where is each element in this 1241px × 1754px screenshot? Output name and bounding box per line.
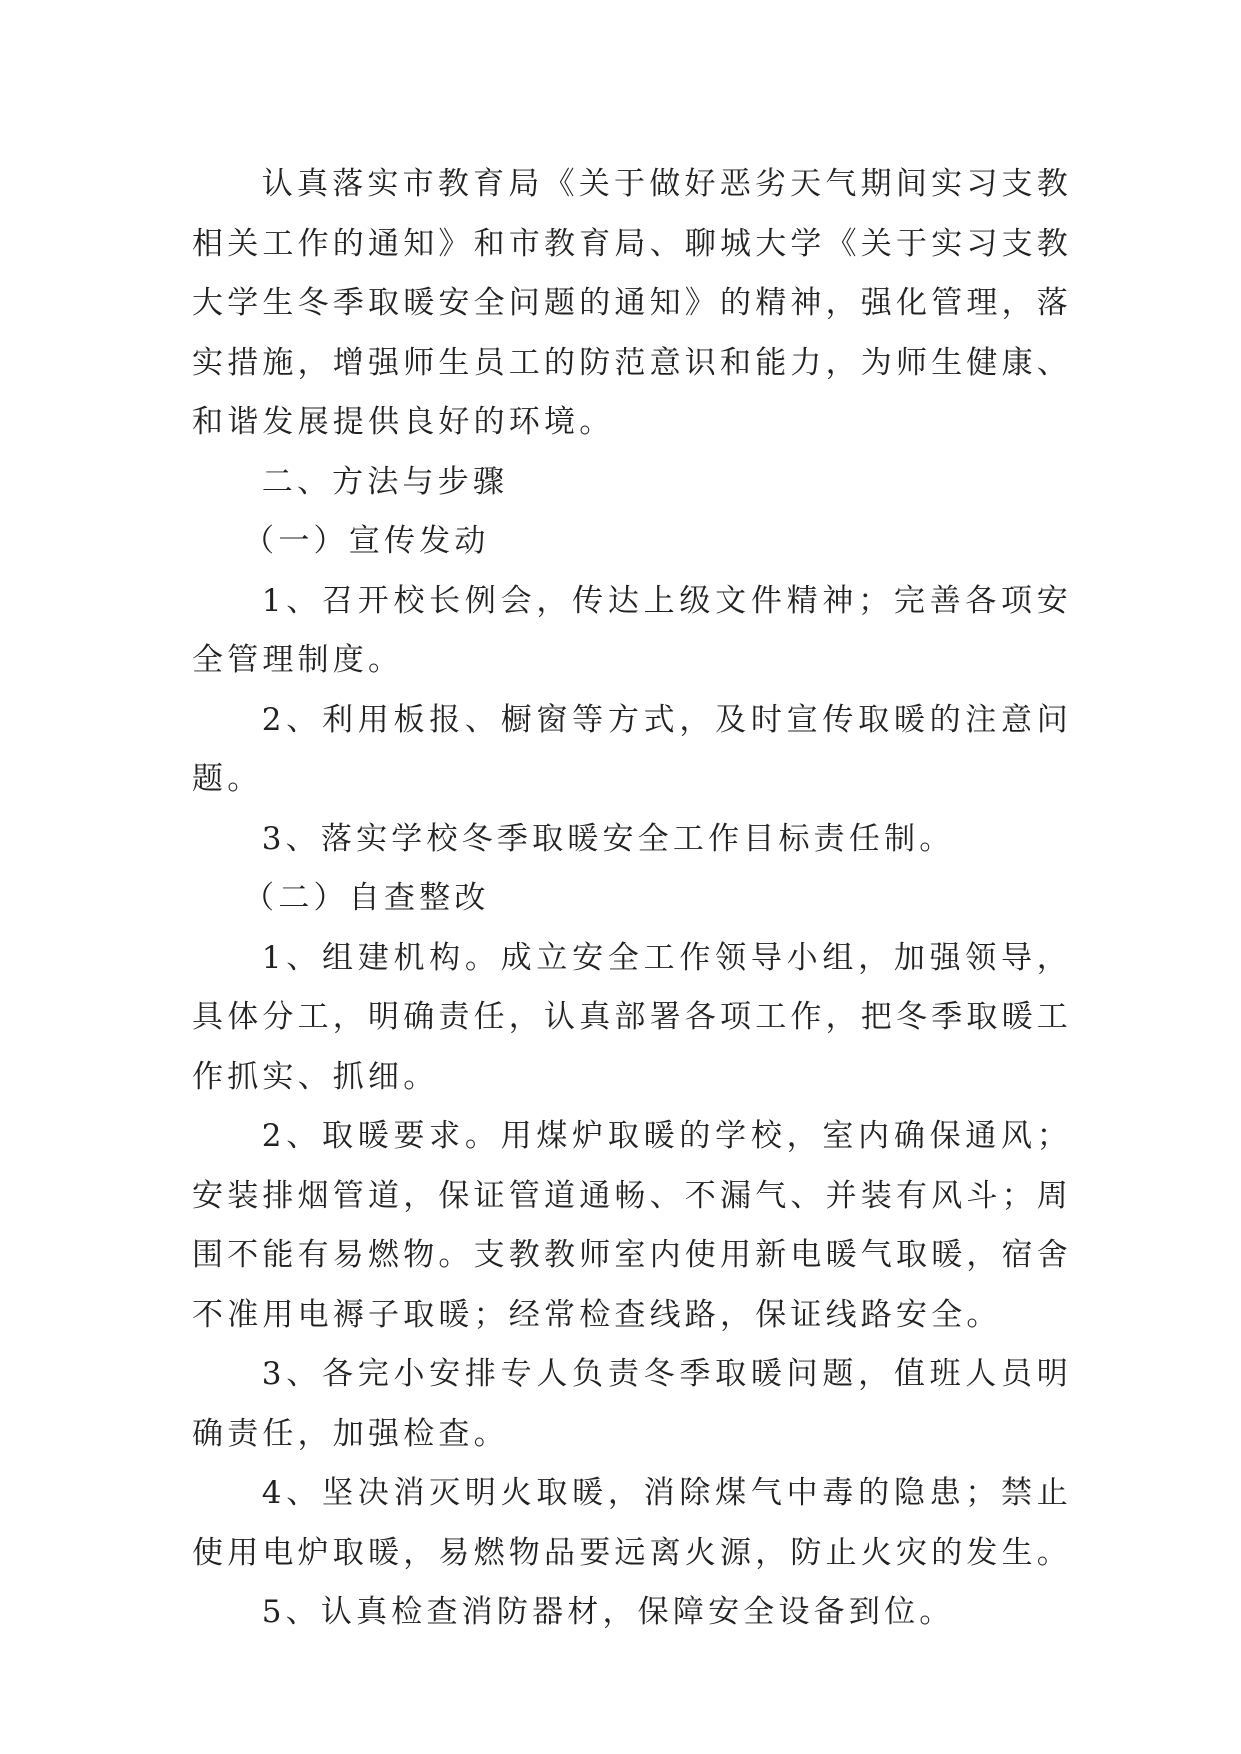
- subsection-heading-publicity: （一）宣传发动: [243, 523, 490, 559]
- subsection-heading-self-inspection: （二）自查整改: [243, 880, 490, 916]
- section-heading-methods: 二、方法与步骤: [261, 463, 509, 500]
- list-item-meeting: 1、召开校长例会，传达上级文件精神；完善各项安全管理制度。: [192, 582, 1072, 678]
- list-item-staff-assignment: 3、各完小安排专人负责冬季取暖问题，值班人员明确责任，加强检查。: [192, 1356, 1072, 1452]
- document-body: [192, 155, 1072, 1643]
- list-item-fire-equipment: 5、认真检查消防器材，保障安全设备到位。: [261, 1594, 955, 1630]
- paragraph-intro: 认真落实市教育局《关于做好恶劣天气期间实习支教相关工作的通知》和市教育局、聊城大学《关于实习支教大学生冬季取暖安全问题的通知》的精神，强化管理，落实措施，增强师生员工的防范意识和能力，为师生健康、和谐发展提供良好的环境。: [192, 166, 1072, 440]
- list-item-organization: 1、组建机构。成立安全工作领导小组，加强领导，具体分工，明确责任，认真部署各项工作，把冬季取暖工作抓实、抓细。: [192, 939, 1072, 1095]
- list-item-bulletin: 2、利用板报、橱窗等方式，及时宣传取暖的注意问题。: [192, 701, 1072, 797]
- list-item-open-fire-ban: 4、坚决消灭明火取暖，消除煤气中毒的隐患；禁止使用电炉取暖，易燃物品要远离火源，防止火灾的发生。: [192, 1475, 1072, 1571]
- list-item-heating-requirements: 2、取暖要求。用煤炉取暖的学校，室内确保通风；安装排烟管道，保证管道通畅、不漏气、并装有风斗；周围不能有易燃物。支教教师室内使用新电暖气取暖，宿舍不准用电褥子取暖；经常检查线路，保证线路安全。: [192, 1118, 1072, 1333]
- list-item-responsibility: 3、落实学校冬季取暖安全工作目标责任制。: [261, 820, 955, 857]
